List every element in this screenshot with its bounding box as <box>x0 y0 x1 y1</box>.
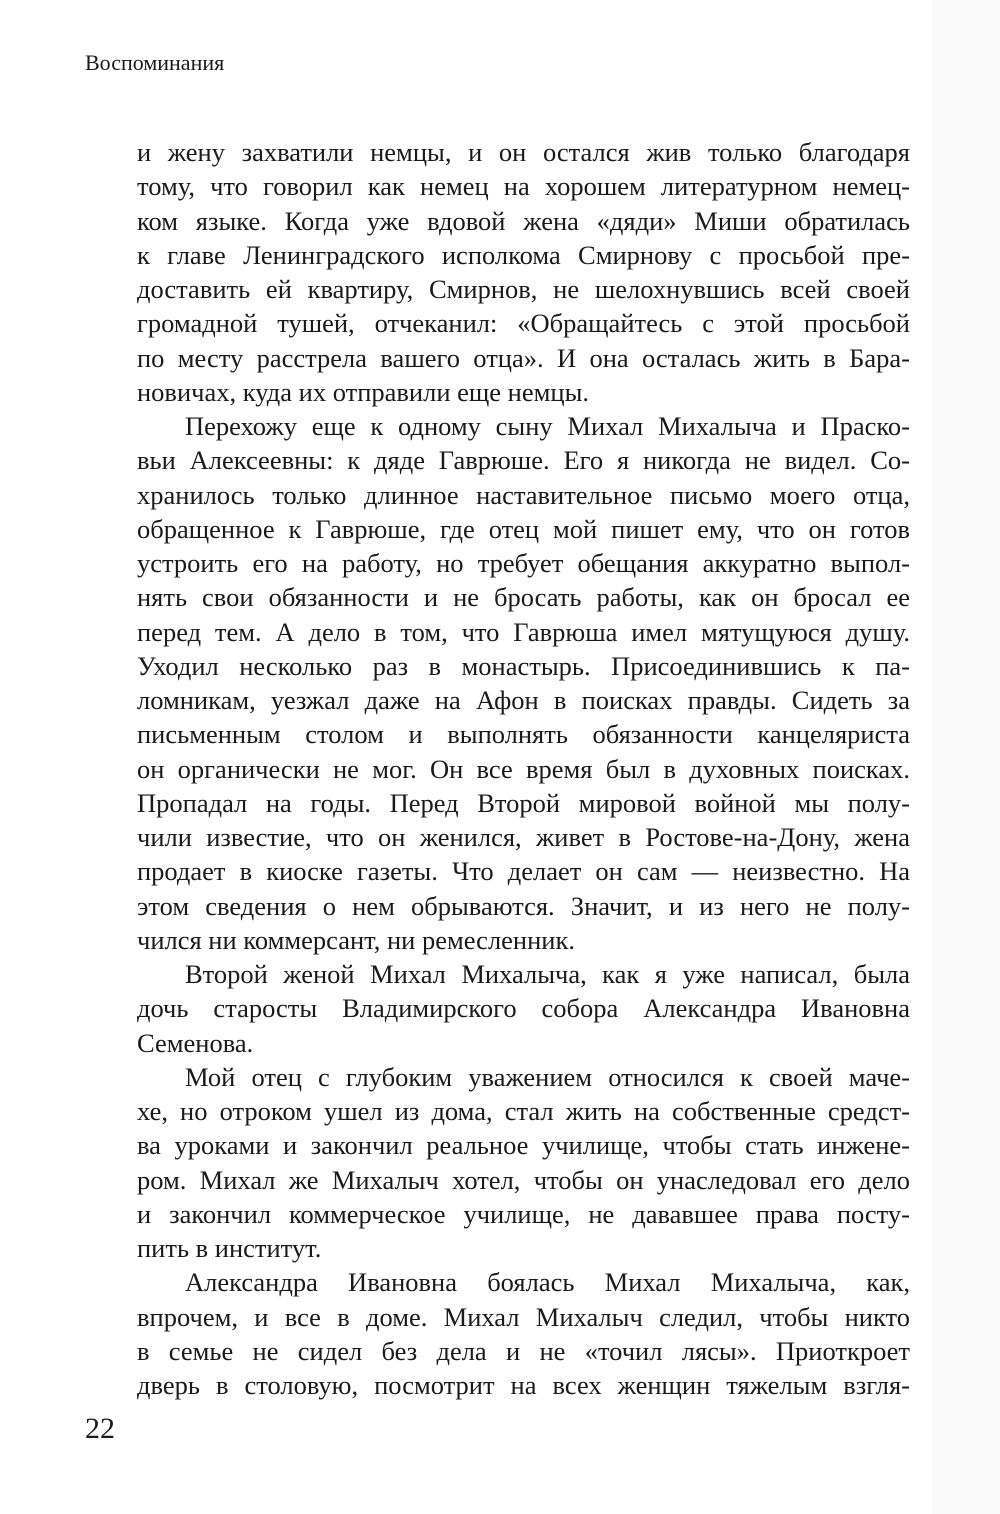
text-line: вьи Алексеевны: к дяде Гаврюше. Его я никогда не видел. Со- <box>137 445 910 476</box>
text-line: и закончил коммерческое училище, не дававшее права посту- <box>137 1198 910 1229</box>
text-line: хранилось только длинное наставительное письмо моего отца, <box>137 479 910 510</box>
text-line: письменным столом и выполнять обязанности канцеляриста <box>137 719 910 750</box>
text-line: продает в киоске газеты. Что делает он сам — неизвестно. На <box>137 856 910 887</box>
text-line: Уходил несколько раз в монастырь. Присоединившись к па- <box>137 650 910 681</box>
text-line: дочь старосты Владимирского собора Александра Ивановна <box>137 993 910 1024</box>
text-line: к главе Ленинградского исполкома Смирнову с просьбой пре- <box>137 239 910 270</box>
paragraph <box>137 1060 910 1266</box>
text-line: перед тем. А дело в том, что Гаврюша имел мятущуюся душу. <box>137 616 910 647</box>
paragraph <box>137 135 910 409</box>
paragraph <box>137 957 910 1060</box>
paragraph <box>137 409 910 957</box>
text-line: обращенное к Гаврюше, где отец мой пишет ему, что он готов <box>137 513 910 544</box>
text-line: Второй женой Михал Михалыча, как я уже написал, была <box>185 959 910 989</box>
text-line: ва уроками и закончил реальное училище, чтобы стать инжене- <box>137 1130 910 1161</box>
text-line: тому, что говорил как немец на хорошем литературном немец- <box>137 171 910 202</box>
text-line: чился ни коммерсант, ни ремесленник. <box>137 924 575 955</box>
text-line: впрочем, и все в доме. Михал Михалыч следил, чтобы никто <box>137 1301 910 1332</box>
running-header: Воспоминания <box>85 50 225 75</box>
text-line: этом сведения о нем обрываются. Значит, и из него не полу- <box>137 890 910 921</box>
text-line: по месту расстрела вашего отца». И она осталась жить в Бара- <box>137 342 910 373</box>
body-text <box>137 135 910 1402</box>
text-line: Пропадал на годы. Перед Второй мировой войной мы полу- <box>137 787 910 818</box>
text-line: хе, но отроком ушел из дома, стал жить на собственные средст- <box>137 1096 910 1126</box>
text-line: громадной тушей, отчеканил: «Обращайтесь с этой просьбой <box>137 308 910 339</box>
text-line: чили известие, что он женился, живет в Ростове-на-Дону, жена <box>137 822 910 852</box>
text-line: доставить ей квартиру, Смирнов, не шелохнувшись всей своей <box>137 274 910 304</box>
text-line: нять свои обязанности и не бросать работы, как он бросал ее <box>137 582 910 613</box>
text-line: устроить его на работу, но требует обещания аккуратно выпол- <box>137 548 910 578</box>
text-line: новичах, куда их отправили еще немцы. <box>137 376 590 407</box>
text-line: и жену захватили немцы, и он остался жив только благодаря <box>137 137 910 167</box>
text-line: Перехожу еще к одному сыну Михал Михалыча и Праско- <box>185 411 910 441</box>
text-line: пить в институт. <box>137 1233 322 1263</box>
text-line: Семенова. <box>137 1027 254 1058</box>
page-number: 22 <box>85 1412 115 1445</box>
text-line: в семье не сидел без дела и не «точил лясы». Приоткроет <box>137 1335 910 1366</box>
text-line: Александра Ивановна боялась Михал Михалыча, как, <box>185 1267 910 1298</box>
paragraph <box>137 1265 910 1402</box>
text-line: ломникам, уезжал даже на Афон в поисках правды. Сидеть за <box>137 685 910 715</box>
text-line: ром. Михал же Михалыч хотел, чтобы он унаследовал его дело <box>137 1164 910 1195</box>
page-edge-shadow <box>932 0 1000 1514</box>
text-line: дверь в столовую, посмотрит на всех женщин тяжелым взгля- <box>137 1370 910 1400</box>
text-line: Мой отец с глубоким уважением относился к своей маче- <box>185 1061 910 1092</box>
text-line: ком языке. Когда уже вдовой жена «дяди» Миши обратилась <box>137 205 910 236</box>
text-line: он органически не мог. Он все время был в духовных поисках. <box>137 753 910 784</box>
